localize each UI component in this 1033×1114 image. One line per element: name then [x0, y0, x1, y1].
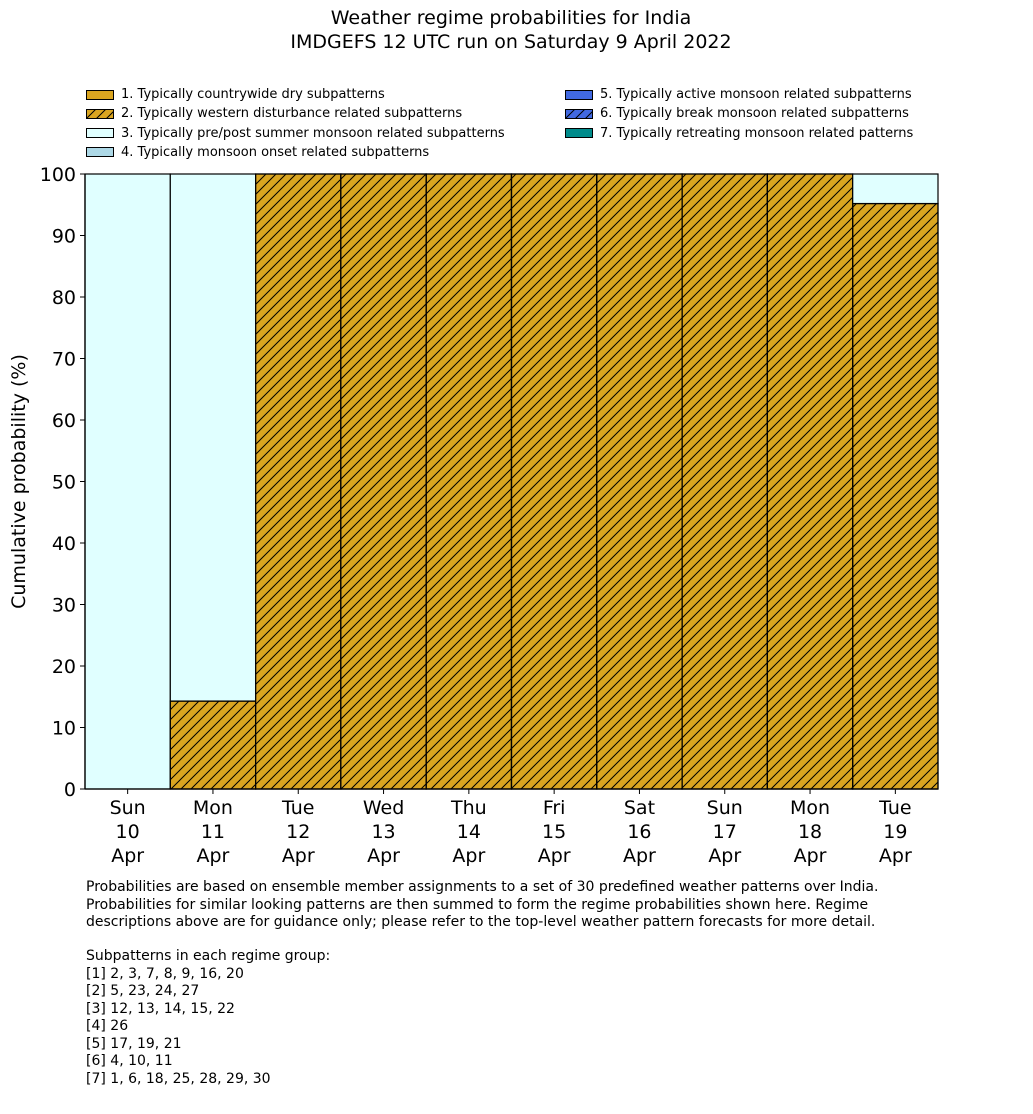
- x-tick-label: Apr: [537, 845, 571, 867]
- bars-layer: [85, 174, 938, 789]
- x-tick-label: Fri: [542, 797, 566, 819]
- bar-segment-1-series-3: [85, 174, 170, 789]
- bar-hatch-4-series-2: [341, 174, 426, 789]
- legend-label-1: 1. Typically countrywide dry subpatterns: [121, 87, 385, 102]
- x-tick-label: Wed: [362, 797, 405, 819]
- group-line-4: [4] 26: [86, 1018, 129, 1034]
- bar-segment-10-series-3: [853, 174, 938, 204]
- bar-hatch-10-series-2: [853, 204, 938, 789]
- x-tick-label: Tue: [282, 797, 315, 819]
- group-line-6: [6] 4, 10, 11: [86, 1053, 173, 1069]
- bar-hatch-7-series-2: [597, 174, 682, 789]
- chart-subtitle: IMDGEFS 12 UTC run on Saturday 9 April 2022: [290, 31, 732, 53]
- x-tick-label: 13: [371, 821, 396, 843]
- x-tick-label: Apr: [196, 845, 230, 867]
- chart-title: Weather regime probabilities for India: [330, 7, 692, 29]
- x-tick-label: Apr: [878, 845, 912, 867]
- legend-label-7: 7. Typically retreating monsoon related patterns: [600, 125, 914, 141]
- x-tick-label: 15: [542, 821, 567, 843]
- x-tick-label: 19: [883, 821, 908, 843]
- x-tick-label: Tue: [879, 797, 912, 819]
- description-line-1: Probabilities are based on ensemble member assignments to a set of 30 predefined weather patterns over India.: [86, 879, 879, 895]
- description-line-2: Probabilities for similar looking patterns are then summed to form the regime probabilities shown here. Regime: [86, 896, 869, 913]
- legend-label-2: 2. Typically western disturbance related subpatterns: [121, 106, 463, 122]
- description-line-3: descriptions above are for guidance only; please refer to the top-level weather pattern forecasts for more detail.: [86, 914, 876, 930]
- group-line-3: [3] 12, 13, 14, 15, 22: [86, 1000, 235, 1017]
- group-line-2: [2] 5, 23, 24, 27: [86, 983, 200, 999]
- y-tick-label: 70: [51, 348, 76, 371]
- legend-label-4: 4. Typically monsoon onset related subpatterns: [121, 144, 430, 160]
- bar-hatch-2-series-2: [170, 701, 255, 789]
- y-tick-label: 40: [51, 533, 76, 555]
- y-tick-label: 60: [51, 410, 76, 432]
- x-tick-label: Sun: [706, 797, 743, 819]
- bar-segment-2-series-3: [170, 174, 255, 701]
- bar-hatch-5-series-2: [426, 174, 511, 789]
- x-tick-label: 18: [797, 821, 823, 843]
- y-tick-label: 20: [51, 656, 76, 678]
- y-tick-label: 50: [51, 471, 76, 494]
- x-tick-label: Apr: [281, 845, 315, 867]
- groups-heading: Subpatterns in each regime group:: [86, 948, 331, 964]
- x-tick-label: 10: [115, 821, 140, 843]
- y-tick-label: 0: [63, 779, 76, 801]
- bar-hatch-8-series-2: [682, 174, 767, 789]
- bar-hatch-3-series-2: [256, 174, 341, 789]
- group-line-5: [5] 17, 19, 21: [86, 1035, 182, 1052]
- x-tick-label: 12: [286, 821, 311, 843]
- legend-label-3: 3. Typically pre/post summer monsoon related subpatterns: [121, 125, 505, 141]
- x-tick-label: Apr: [793, 845, 827, 867]
- y-tick-label: 30: [51, 594, 76, 617]
- legend-label-6: 6. Typically break monsoon related subpatterns: [600, 106, 909, 122]
- group-line-1: [1] 2, 3, 7, 8, 9, 16, 20: [86, 965, 244, 982]
- x-tick-label: Sat: [623, 797, 656, 819]
- x-tick-label: Apr: [111, 845, 145, 867]
- x-tick-label: Mon: [192, 797, 233, 819]
- x-tick-label: Apr: [708, 845, 742, 867]
- x-tick-label: Sun: [109, 797, 146, 819]
- y-tick-label: 90: [51, 225, 76, 248]
- x-tick-label: Apr: [623, 845, 656, 867]
- x-tick-label: 17: [712, 821, 737, 843]
- x-tick-label: 11: [200, 821, 226, 843]
- y-tick-label: 10: [51, 717, 76, 740]
- group-line-7: [7] 1, 6, 18, 25, 28, 29, 30: [86, 1070, 271, 1087]
- x-tick-label: Apr: [452, 845, 486, 867]
- x-tick-label: Mon: [790, 797, 831, 819]
- y-tick-label: 100: [39, 164, 76, 186]
- y-tick-label: 80: [51, 287, 76, 309]
- legend-label-5: 5. Typically active monsoon related subpatterns: [600, 87, 912, 102]
- bar-hatch-6-series-2: [512, 174, 597, 789]
- x-tick-label: Apr: [367, 845, 400, 867]
- x-tick-label: 14: [456, 821, 481, 843]
- x-tick-label: 16: [627, 821, 652, 843]
- y-axis-label: Cumulative probability (%): [8, 354, 30, 609]
- x-tick-label: Thu: [450, 797, 487, 819]
- bar-hatch-9-series-2: [767, 174, 852, 789]
